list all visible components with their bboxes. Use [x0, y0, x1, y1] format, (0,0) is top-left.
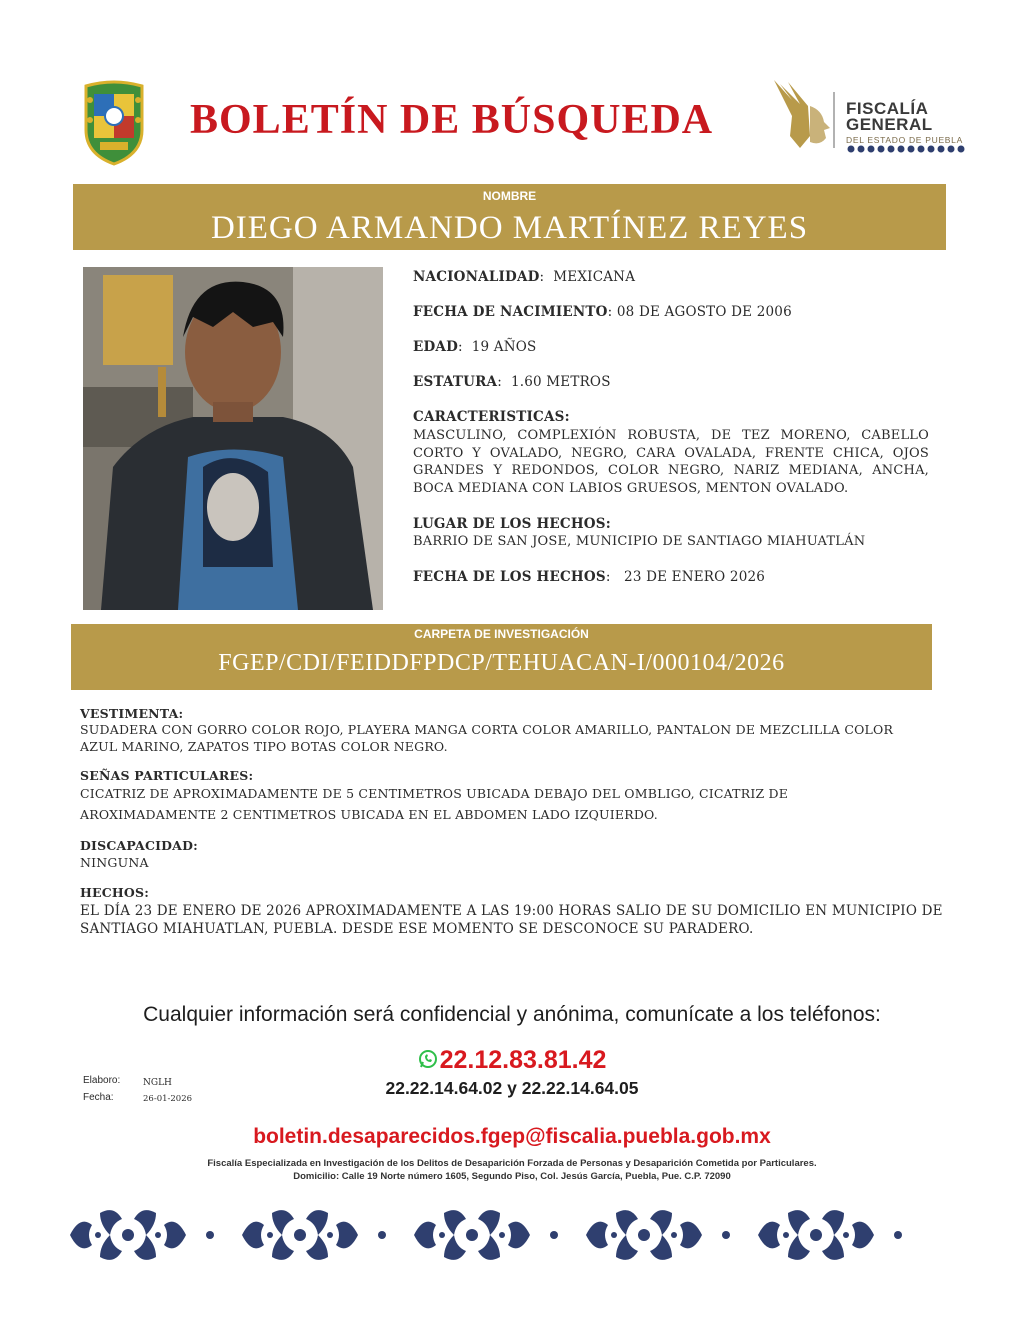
caracteristicas-value: MASCULINO, COMPLEXIÓN ROBUSTA, DE TEZ MORENO, CABELLO CORTO Y OVALADO, NEGRO, CARA OVALADA, FRENTE CHICA, OJOS GRANDES Y REDONDOS, COLOR NEGRO, NARIZ MEDIANA, ANCHA, BOCA MEDIANA CON LABIOS GRUESOS, MENTON OVALADO.: [413, 428, 929, 496]
confidential-notice: Cualquier información será confidencial y anónima, comunícate a los teléfonos:: [143, 1003, 881, 1026]
field-fecha-hechos: FECHA DE LOS HECHOS: 23 DE ENERO 2026: [413, 569, 766, 585]
edad-value: 19 AÑOS: [471, 339, 537, 355]
agency-name-line1: FISCALÍA: [846, 99, 929, 118]
elaboro-value: NGLH: [143, 1078, 172, 1088]
senas-value: CICATRIZ DE APROXIMADAMENTE DE 5 CENTIMETROS UBICADA DEBAJO DEL OMBLIGO, CICATRIZ DE AROXIMADAMENTE 2 CENTIMETROS UBICADA EN EL ABDOMEN LADO IZQUIERDO.: [80, 786, 789, 822]
hechos-value: EL DÍA 23 DE ENERO DE 2026 APROXIMADAMENTE A LAS 19:00 HORAS SALIO DE SU DOMICILIO EN MUNICIPIO DE SANTIAGO MIAHUATLAN, PUEBLA. DESDE ESE MOMENTO SE DESCONOCE SU PARADERO.: [80, 903, 943, 937]
caracteristicas-label: CARACTERISTICAS:: [413, 409, 570, 425]
discapacidad-value: NINGUNA: [80, 855, 149, 870]
institution-address: Domicilio: Calle 19 Norte número 1605, Segundo Piso, Col. Jesús García, Puebla, Pue. C.P. 72090: [293, 1171, 731, 1182]
agency-name-line2: GENERAL: [846, 115, 933, 134]
whatsapp-phone[interactable]: [0, 1046, 1024, 1075]
field-edad: EDAD: 19 AÑOS: [413, 339, 537, 355]
senas-label: SEÑAS PARTICULARES:: [80, 768, 254, 783]
person-name: DIEGO ARMANDO MARTÍNEZ REYES: [210, 210, 809, 246]
hechos-label: HECHOS:: [80, 885, 150, 900]
field-fecha-nacimiento: FECHA DE NACIMIENTO: 08 DE AGOSTO DE 2006: [413, 304, 792, 320]
estatura-label: ESTATURA: [413, 374, 498, 390]
institution-name: Fiscalía Especializada en Investigación de los Delitos de Desaparición Forzada de Personas y Desaparición Cometida por Particulares.: [207, 1158, 817, 1169]
edad-label: EDAD: [413, 339, 458, 355]
fecha-nacimiento-label: FECHA DE NACIMIENTO: [413, 304, 608, 320]
person-photo: [83, 267, 383, 610]
page-title: BOLETÍN DE BÚSQUEDA: [190, 97, 714, 143]
discapacidad-label: DISCAPACIDAD:: [80, 838, 198, 853]
whatsapp-phone-number: 22.12.83.81.42: [439, 1046, 607, 1074]
lugar-hechos-label: LUGAR DE LOS HECHOS:: [413, 516, 611, 532]
elaboro-label: Elaboro:: [83, 1075, 121, 1086]
fecha-hechos-label: FECHA DE LOS HECHOS: [413, 569, 606, 585]
fiscalia-ornament-band-icon: [846, 144, 970, 154]
talavera-ornament-icon: [70, 1205, 930, 1265]
case-number: FGEP/CDI/FEIDDFPDCP/TEHUACAN-I/000104/2026: [218, 650, 785, 676]
estatura-value: 1.60 METROS: [510, 374, 611, 390]
vestimenta-label: VESTIMENTA:: [80, 706, 184, 721]
case-label: CARPETA DE INVESTIGACIÓN: [414, 627, 589, 641]
other-phones[interactable]: 22.22.14.64.02 y 22.22.14.64.05: [385, 1078, 639, 1098]
name-label: NOMBRE: [482, 189, 537, 203]
fecha-label: Fecha:: [83, 1092, 114, 1103]
fecha-hechos-value: 23 DE ENERO 2026: [624, 569, 766, 585]
puebla-coat-of-arms-icon: [80, 80, 148, 166]
field-nacionalidad: NACIONALIDAD: MEXICANA: [413, 269, 636, 285]
fiscalia-logo-icon: [770, 76, 840, 152]
fecha-nacimiento-value: 08 DE AGOSTO DE 2006: [616, 304, 792, 320]
nacionalidad-value: MEXICANA: [553, 269, 636, 285]
whatsapp-icon: [418, 1049, 438, 1069]
lugar-hechos-value: BARRIO DE SAN JOSE, MUNICIPIO DE SANTIAGO MIAHUATLÁN: [413, 534, 866, 549]
vestimenta-value: SUDADERA CON GORRO COLOR ROJO, PLAYERA MANGA CORTA COLOR AMARILLO, PANTALON DE MEZCLILLA COLOR AZUL MARINO, ZAPATOS TIPO BOTAS COLOR NEGRO.: [80, 722, 894, 754]
contact-email[interactable]: boletin.desaparecidos.fgep@fiscalia.puebla.gob.mx: [253, 1125, 771, 1148]
agency-name-line3: DEL ESTADO DE PUEBLA: [846, 135, 963, 145]
field-estatura: ESTATURA: 1.60 METROS: [413, 374, 611, 390]
nacionalidad-label: NACIONALIDAD: [413, 269, 540, 285]
fecha-value: 26-01-2026: [143, 1094, 193, 1104]
